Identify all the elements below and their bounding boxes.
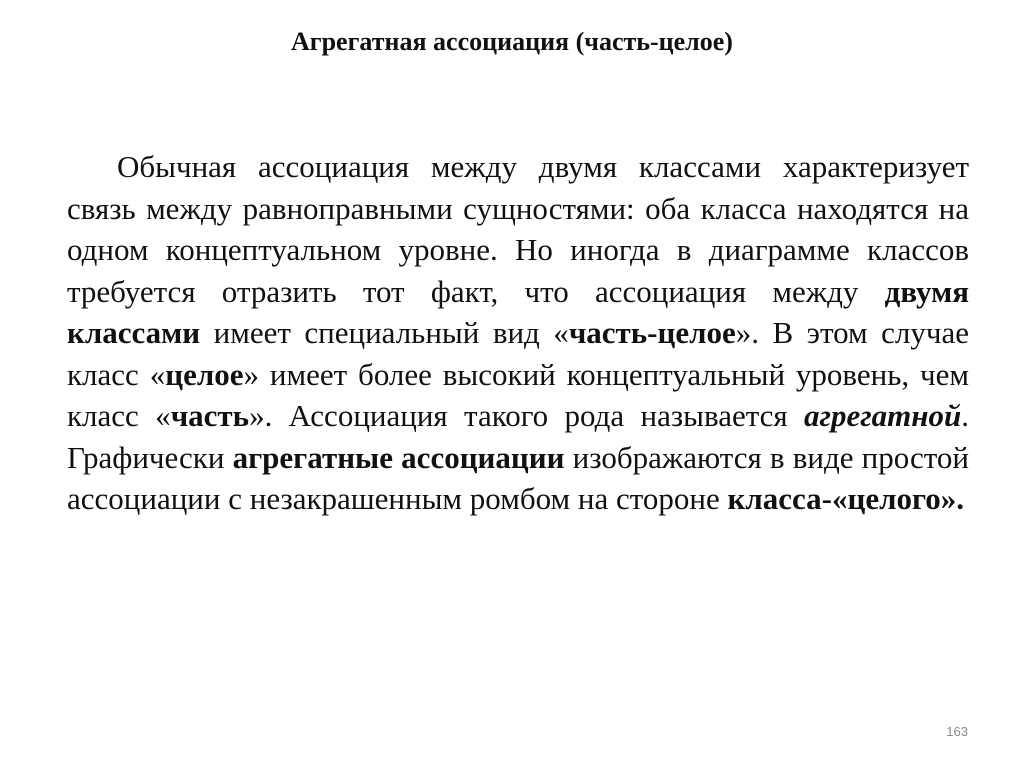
bold-italic-term-aggregate: агрегатной <box>804 398 962 433</box>
text-segment: ». Ассоциация такого рода называется <box>249 398 805 433</box>
slide-title: Агрегатная ассоциация (часть-целое) <box>291 27 733 56</box>
text-segment: изображаются в виде простой ассоциации с незакрашенным ромбом на стороне <box>67 439 969 516</box>
text-segment: » имеет более высокий концептуальный уровень, чем класс « <box>67 356 969 433</box>
bold-term-two-classes: двумя классами <box>67 273 969 350</box>
bold-term-aggregate-associations: агрегатные ассоциации <box>232 439 565 475</box>
bold-term-part: часть <box>170 398 250 433</box>
body-paragraph <box>67 146 969 520</box>
bold-term-whole: целое <box>165 356 244 392</box>
text-segment: имеет специальный вид « <box>200 315 569 350</box>
text-segment: ». В этом случае класс « <box>67 315 969 392</box>
bold-term-whole-class: класса-«целого». <box>727 481 965 516</box>
bold-term-part-whole: часть-целое <box>568 315 736 350</box>
text-segment: Обычная ассоциация между двумя классами характеризует связь между равноправными сущностями: оба класса находятся на одном концептуальном уровне. Но иногда в диаграмме классов требуется отразить тот факт, что ассоциация между <box>67 149 969 309</box>
text-segment: . Графически <box>67 398 969 475</box>
page-number: 163 <box>946 724 968 739</box>
